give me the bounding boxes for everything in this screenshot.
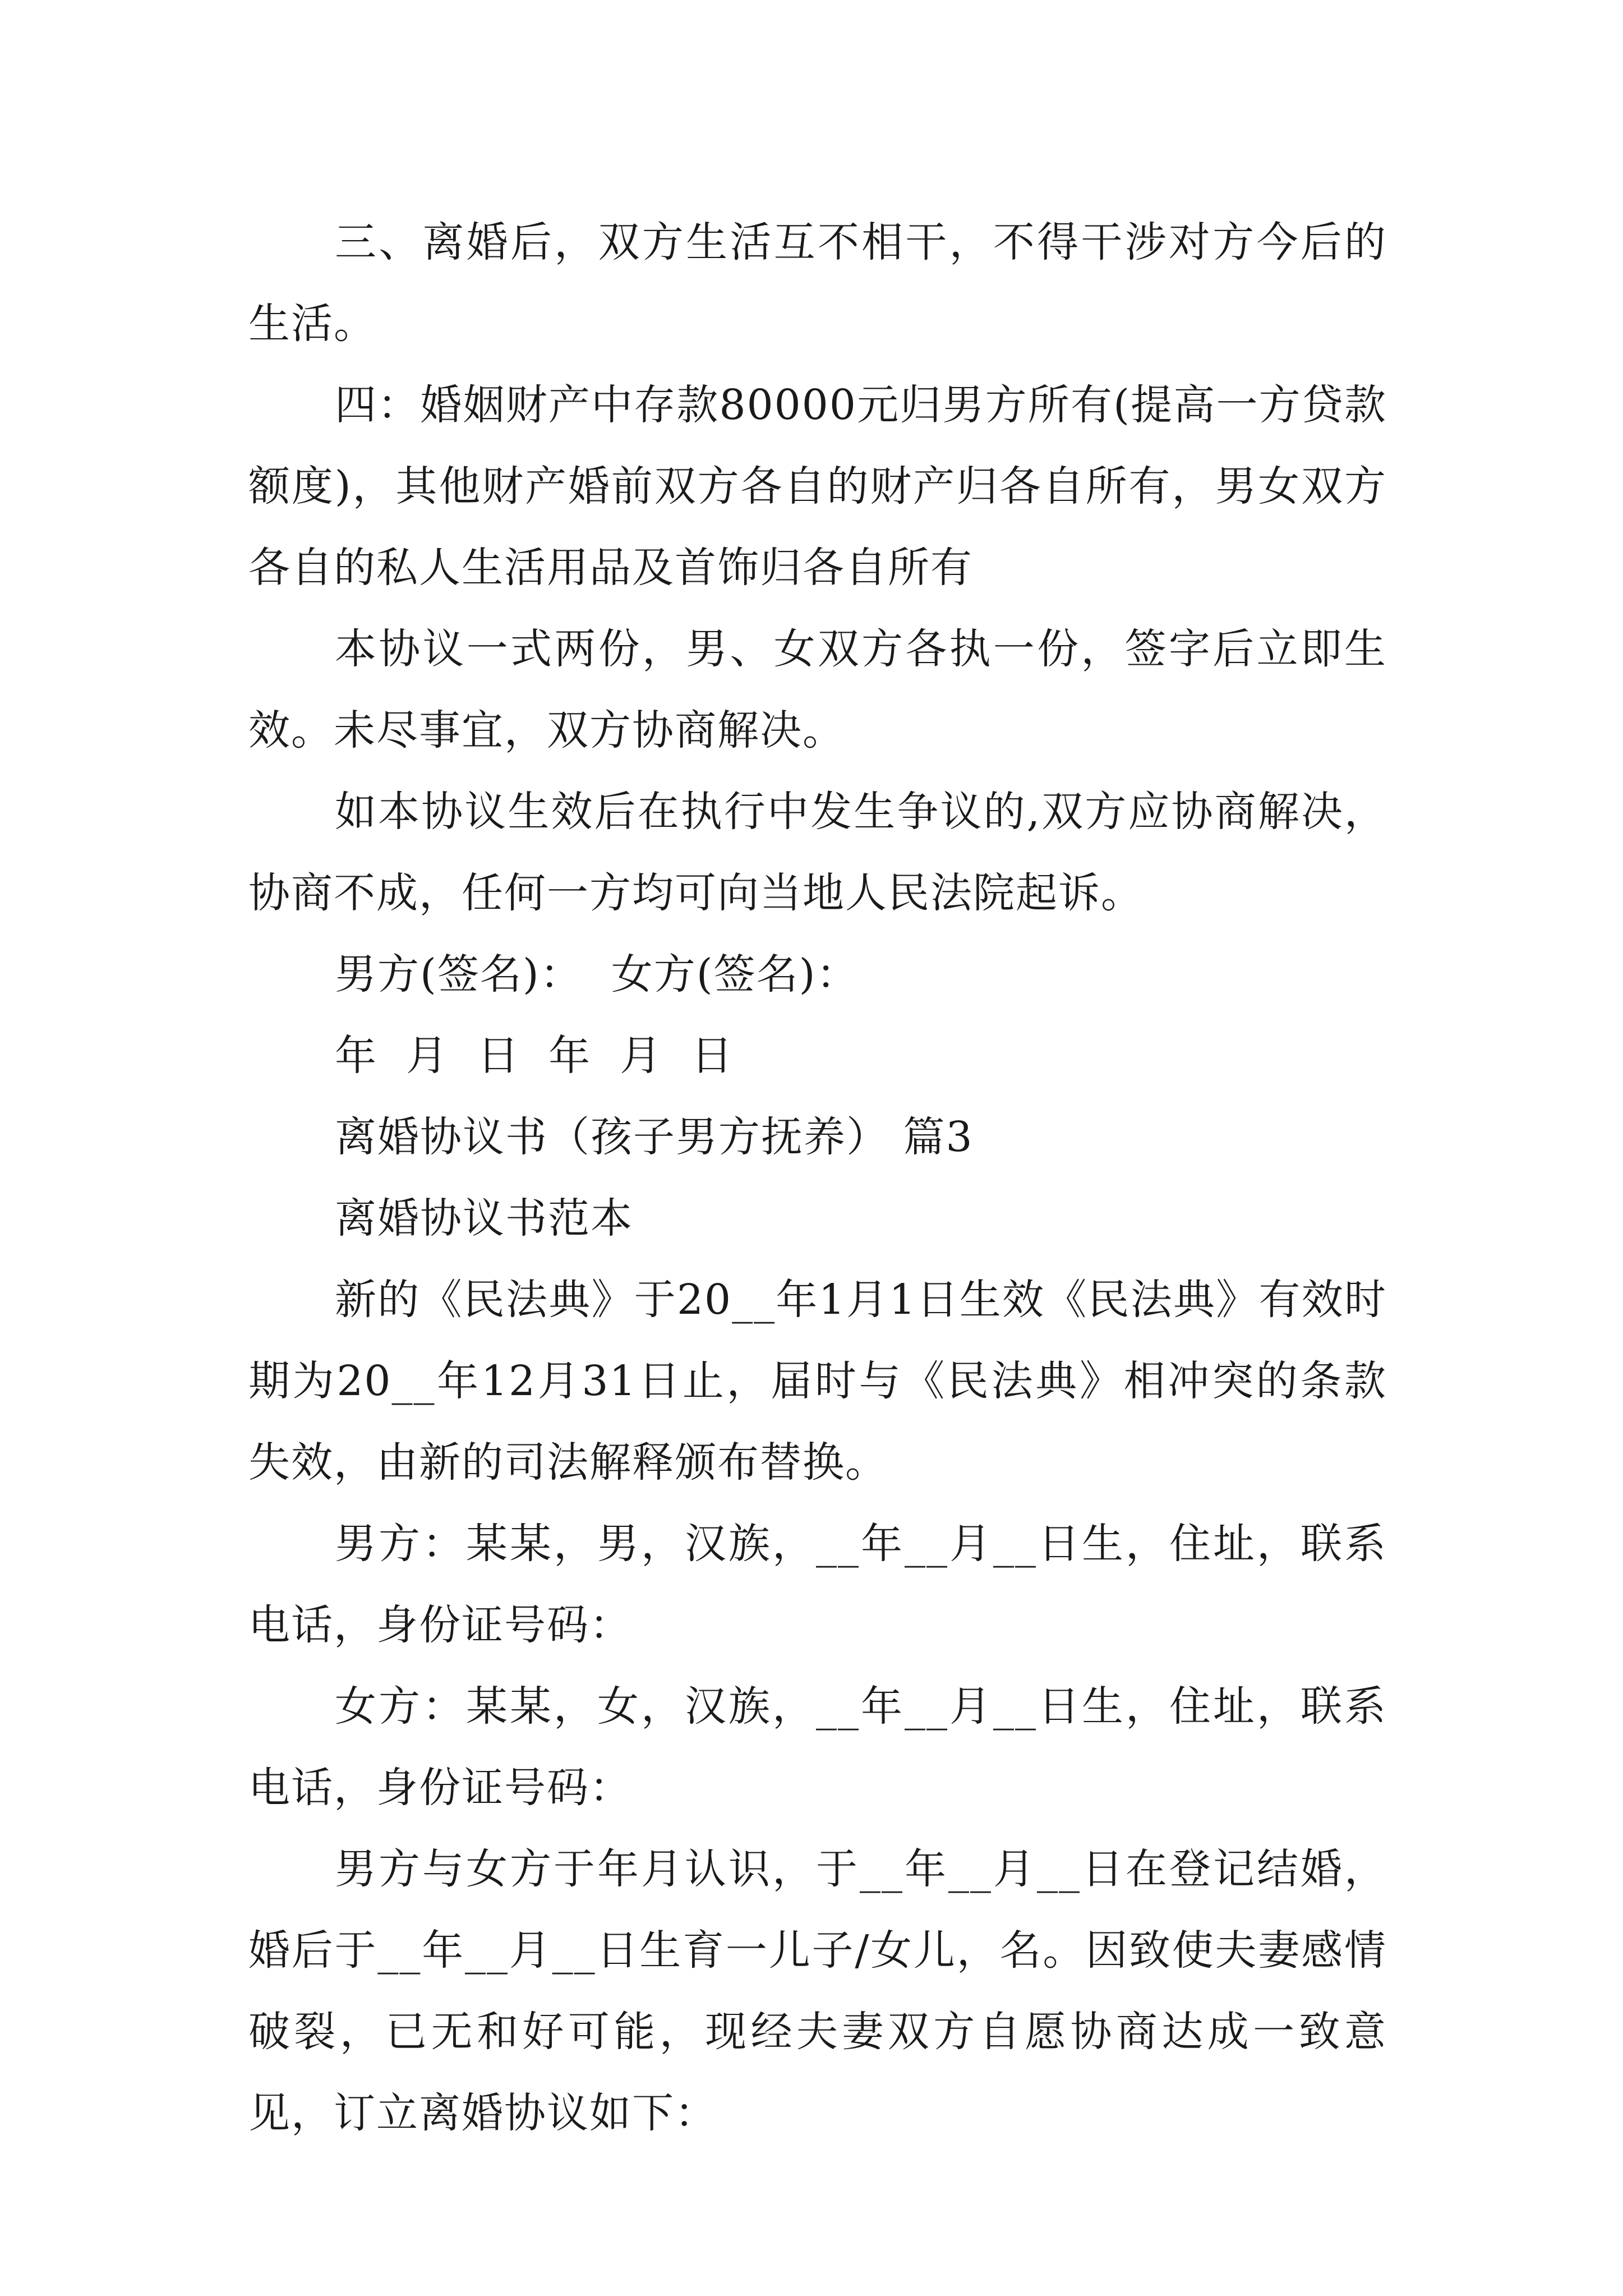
date-line: 年 月 日 年 月 日	[335, 1032, 734, 1080]
paragraph-dispute: 如本协议生效后在执行中发生争议的,双方应协商解决，协商不成，任何一方均可向当地人民法院起诉。	[248, 788, 1387, 917]
paragraph-female-party: 女方：某某，女，汉族，__年__月__日生，住址，联系电话，身份证号码：	[248, 1682, 1387, 1812]
document-body	[248, 202, 1387, 2154]
paragraph-male-party: 男方：某某，男，汉族，__年__月__日生，住址，联系电话，身份证号码：	[248, 1520, 1387, 1649]
paragraph-clause-4: 四：婚姻财产中存款80000元归男方所有(提高一方贷款额度)，其他财产婚前双方各自的财产归各自所有，男女双方各自的私人生活用品及首饰归各自所有	[248, 381, 1387, 592]
paragraph-civil-code: 新的《民法典》于20__年1月1日生效《民法典》有效时期为20__年12月31日止，届时与《民法典》相冲突的条款失效，由新的司法解释颁布替换。	[248, 1276, 1387, 1487]
paragraph-marriage-history: 男方与女方于年月认识，于__年__月__日在登记结婚，婚后于__年__月__日生育一儿子/女儿，名。因致使夫妻感情破裂，已无和好可能，现经夫妻双方自愿协商达成一致意见，订立离婚协议如下：	[248, 1845, 1387, 2137]
section-subheading: 离婚协议书范本	[335, 1194, 633, 1243]
paragraph-copies: 本协议一式两份，男、女双方各执一份，签字后立即生效。未尽事宜，双方协商解决。	[248, 625, 1387, 754]
paragraph-clause-3: 三、离婚后，双方生活互不相干，不得干涉对方今后的生活。	[248, 218, 1387, 348]
section-heading: 离婚协议书（孩子男方抚养） 篇3	[335, 1113, 974, 1161]
signature-line: 男方(签名)： 女方(签名)：	[335, 950, 859, 999]
